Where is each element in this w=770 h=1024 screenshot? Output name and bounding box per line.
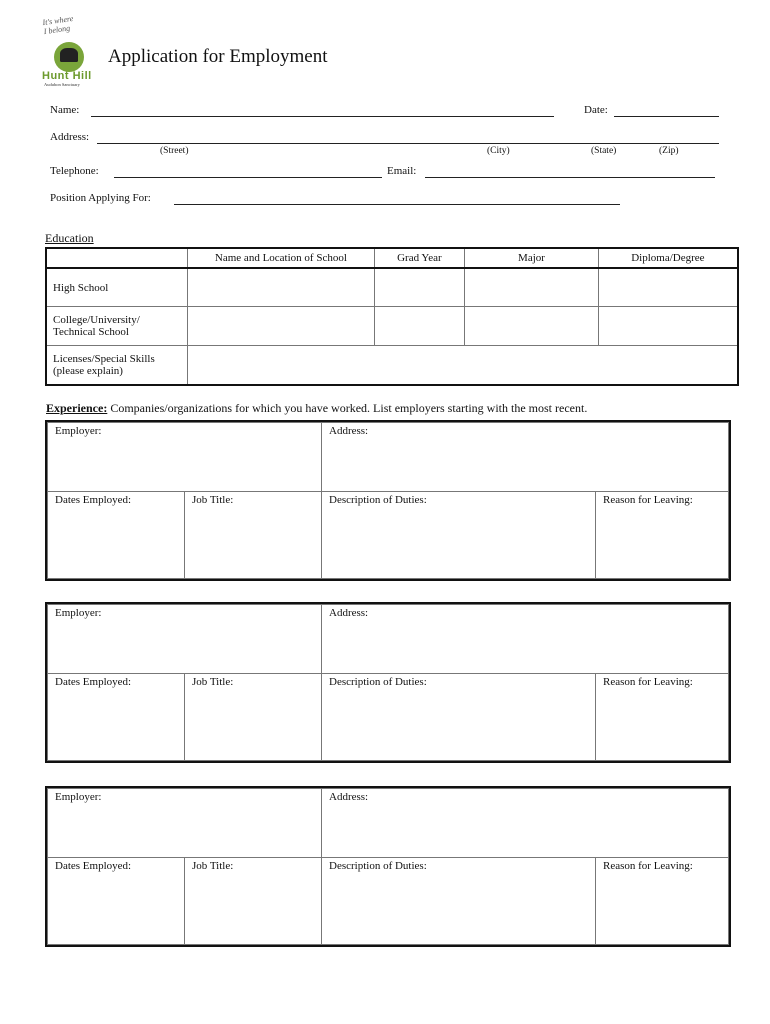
education-col-school: Name and Location of School <box>188 248 374 268</box>
education-row-label: Licenses/Special Skills (please explain) <box>46 346 188 386</box>
logo-brand: Hunt Hill <box>42 70 92 82</box>
address-field[interactable] <box>97 143 719 144</box>
employer-label: Employer: <box>55 607 102 619</box>
education-heading: Education <box>45 231 94 245</box>
employer-block-2 <box>45 602 731 763</box>
telephone-label: Telephone: <box>50 165 99 177</box>
employer-label: Employer: <box>55 791 102 803</box>
address-field[interactable] <box>321 422 729 492</box>
job-title-field[interactable] <box>184 491 322 579</box>
education-row-label: College/University/ Technical School <box>46 307 188 346</box>
job-title-label: Job Title: <box>192 676 234 688</box>
reason-label: Reason for Leaving: <box>603 676 693 688</box>
education-row-high-school <box>46 268 738 307</box>
address-label: Address: <box>329 791 369 803</box>
position-field[interactable] <box>174 204 620 205</box>
address-label: Address: <box>329 607 369 619</box>
education-licenses-cell[interactable] <box>188 346 738 386</box>
employer-label: Employer: <box>55 425 102 437</box>
education-col-grad-year: Grad Year <box>374 248 465 268</box>
duties-field[interactable] <box>321 857 596 945</box>
job-title-field[interactable] <box>184 857 322 945</box>
name-field[interactable] <box>91 116 554 117</box>
job-title-field[interactable] <box>184 673 322 761</box>
education-cell[interactable] <box>598 307 738 346</box>
duties-label: Description of Duties: <box>329 860 427 872</box>
education-cell[interactable] <box>188 268 374 307</box>
telephone-field[interactable] <box>114 177 382 178</box>
page-title: Application for Employment <box>108 46 328 67</box>
date-label: Date: <box>584 104 608 116</box>
state-hint: (State) <box>591 146 617 156</box>
education-cell[interactable] <box>188 307 374 346</box>
date-field[interactable] <box>614 116 719 117</box>
education-row-licenses <box>46 346 738 386</box>
employer-block-1 <box>45 420 731 581</box>
education-table <box>45 247 739 386</box>
education-cell[interactable] <box>374 307 465 346</box>
name-label: Name: <box>50 104 80 116</box>
education-header-row <box>46 248 738 268</box>
education-row-college <box>46 307 738 346</box>
job-title-label: Job Title: <box>192 860 234 872</box>
education-cell[interactable] <box>374 268 465 307</box>
address-label: Address: <box>329 425 369 437</box>
employer-block-3 <box>45 786 731 947</box>
experience-heading-line <box>46 401 587 416</box>
logo-tree-icon <box>60 48 78 62</box>
reason-field[interactable] <box>595 491 729 579</box>
education-col-major: Major <box>465 248 599 268</box>
position-label: Position Applying For: <box>50 192 151 204</box>
employer-field[interactable] <box>47 422 322 492</box>
experience-heading: Experience: <box>46 401 108 415</box>
address-field[interactable] <box>321 604 729 674</box>
education-row-label: High School <box>46 268 188 307</box>
dates-employed-field[interactable] <box>47 491 185 579</box>
street-hint: (Street) <box>160 146 189 156</box>
dates-employed-label: Dates Employed: <box>55 494 132 506</box>
job-title-label: Job Title: <box>192 494 234 506</box>
duties-field[interactable] <box>321 673 596 761</box>
dates-employed-field[interactable] <box>47 673 185 761</box>
dates-employed-field[interactable] <box>47 857 185 945</box>
employer-field[interactable] <box>47 604 322 674</box>
hunt-hill-logo <box>40 13 102 87</box>
dates-employed-label: Dates Employed: <box>55 860 132 872</box>
city-hint: (City) <box>487 146 510 156</box>
education-cell[interactable] <box>465 268 599 307</box>
education-cell[interactable] <box>465 307 599 346</box>
reason-label: Reason for Leaving: <box>603 494 693 506</box>
logo-sub: Audubon Sanctuary <box>44 82 80 87</box>
duties-label: Description of Duties: <box>329 676 427 688</box>
dates-employed-label: Dates Employed: <box>55 676 132 688</box>
duties-field[interactable] <box>321 491 596 579</box>
address-label: Address: <box>50 131 90 143</box>
logo-tagline: It's where I belong <box>41 13 74 37</box>
duties-label: Description of Duties: <box>329 494 427 506</box>
email-label: Email: <box>387 165 417 177</box>
email-field[interactable] <box>425 177 715 178</box>
employer-field[interactable] <box>47 788 322 858</box>
education-col-blank <box>46 248 188 268</box>
education-col-degree: Diploma/Degree <box>598 248 738 268</box>
reason-field[interactable] <box>595 673 729 761</box>
reason-label: Reason for Leaving: <box>603 860 693 872</box>
zip-hint: (Zip) <box>659 146 679 156</box>
reason-field[interactable] <box>595 857 729 945</box>
address-field[interactable] <box>321 788 729 858</box>
education-cell[interactable] <box>598 268 738 307</box>
experience-instructions: Companies/organizations for which you have worked. List employers starting with the most recent. <box>107 401 588 415</box>
